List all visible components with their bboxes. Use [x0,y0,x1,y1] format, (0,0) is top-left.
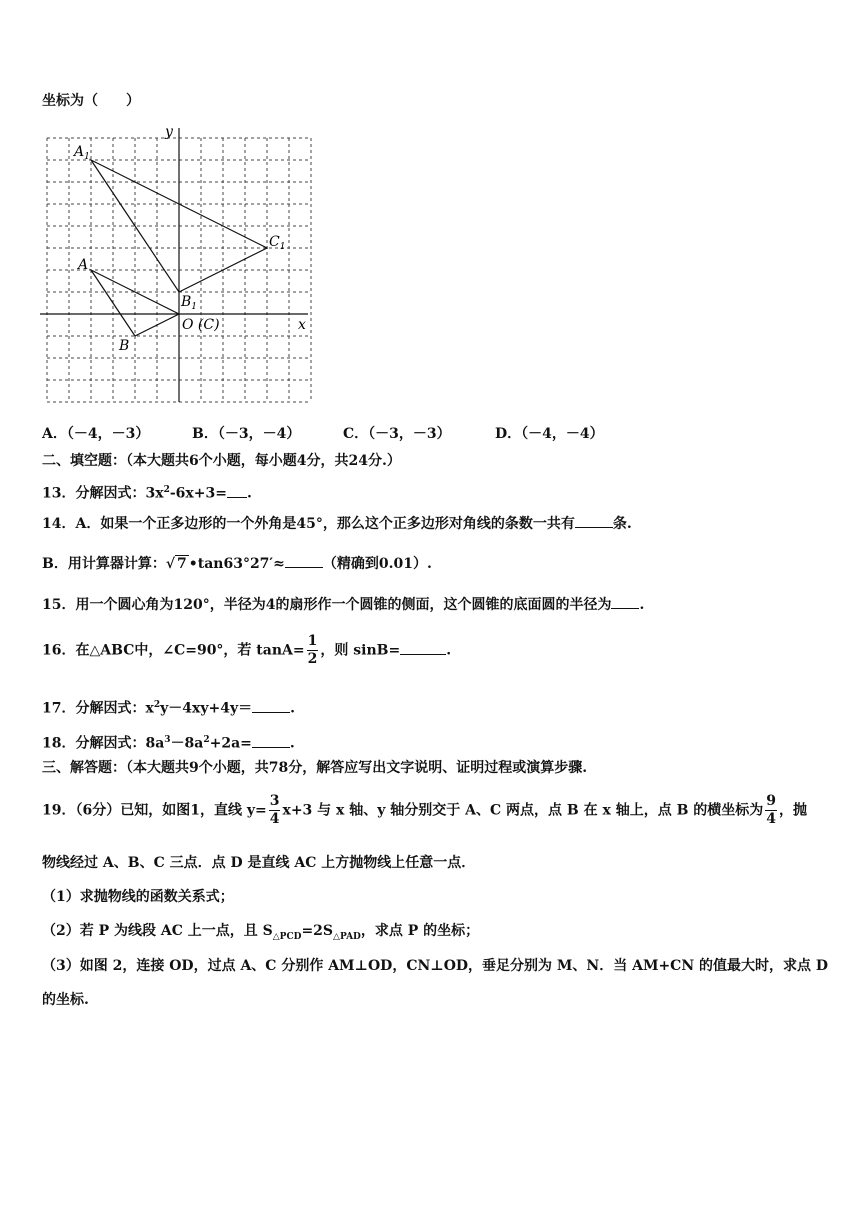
sqrt-symbol: √ 7 [165,556,187,572]
fraction-one-half: $\frac{1}{2}$ [307,633,318,667]
fraction-three-quarters: $\frac{3}{4}$ [269,793,280,827]
question-19-part-1: （1）求抛物线的函数关系式； [42,889,234,905]
label-c1: $C_1$ [269,234,286,252]
option-b: B．（－3，－4） [192,426,301,442]
section-fill-in-heading: 二、填空题：（本大题共6个小题，每小题4分，共24分.） [42,453,401,469]
label-x: x [298,317,306,333]
section-solve-heading: 三、解答题：（本大题共9个小题，共78分，解答应写出文字说明、证明过程或演算步骤. [42,760,588,776]
question-19-part-3-cont: 的坐标. [42,992,89,1008]
answer-blank [400,640,446,655]
question-14a: 14．A．如果一个正多边形的一个外角是45°，那么这个正多边形对角线的条数一共有 条. [42,513,632,533]
question-18: 18．分解因式：$8a^3-8a^2+2a=$ . [42,731,295,753]
label-b: B [119,338,130,354]
answer-blank [611,594,639,609]
question-19-line-1: 19．（6分）已知，如图1，直线 y= $\frac{3}{4}$ x+3 与 x 轴、y 轴分别交于 A、C 两点，点 B 在 x 轴上，点 B 的横坐标为 $\frac{9}{4}$ ，抛 [42,793,808,827]
question-14b: B．用计算器计算：√ 7 •tan63°27′≈ （精确到0.01）. [42,553,432,573]
question-tail: 坐标为（ ） [42,93,140,109]
label-a1: $A_1$ [74,144,90,162]
question-16: 16．在△ABC中，∠C=90°，若 tanA= $\frac{1}{2}$ ，则 sinB= . [42,633,452,667]
label-b1: $B_1$ [181,294,198,312]
fraction-nine-quarters: $\frac{9}{4}$ [766,793,777,827]
answer-blank [227,483,247,498]
label-a: A [78,257,89,273]
label-origin: O (C) [182,317,220,333]
label-y: y [165,124,173,140]
question-17: 17．分解因式：$x^2y-4xy+4y=$ . [42,696,295,718]
question-19-part-2: （2）若 P 为线段 AC 上一点，且 $S_{\triangle PCD}=2S_{\triangle PAD}$，求点 P 的坐标； [42,923,480,942]
answer-blank [575,513,613,528]
option-d: D．（－4，－4） [495,426,604,442]
question-19-line-2: 物线经过 A、B、C 三点．点 D 是直线 AC 上方抛物线上任意一点． [42,855,476,871]
question-19-part-3: （3）如图 2，连接 OD，过点 A、C 分别作 AM⊥OD，CN⊥OD，垂足分别为 M、N．当 AM+CN 的值最大时，求点 D [42,958,829,974]
answer-blank [285,553,323,568]
coordinate-figure [36,120,336,410]
question-13: 13．分解因式：$3x^2-6x+3=$ . [42,481,252,503]
question-15: 15．用一个圆心角为120°，半径为4的扇形作一个圆锥的侧面，这个圆锥的底面圆的半径为 . [42,594,644,614]
answer-blank [252,698,290,713]
option-c: C．（－3，－3） [343,426,451,442]
answer-blank [252,733,290,748]
option-a: A．（－4，－3） [42,426,150,442]
